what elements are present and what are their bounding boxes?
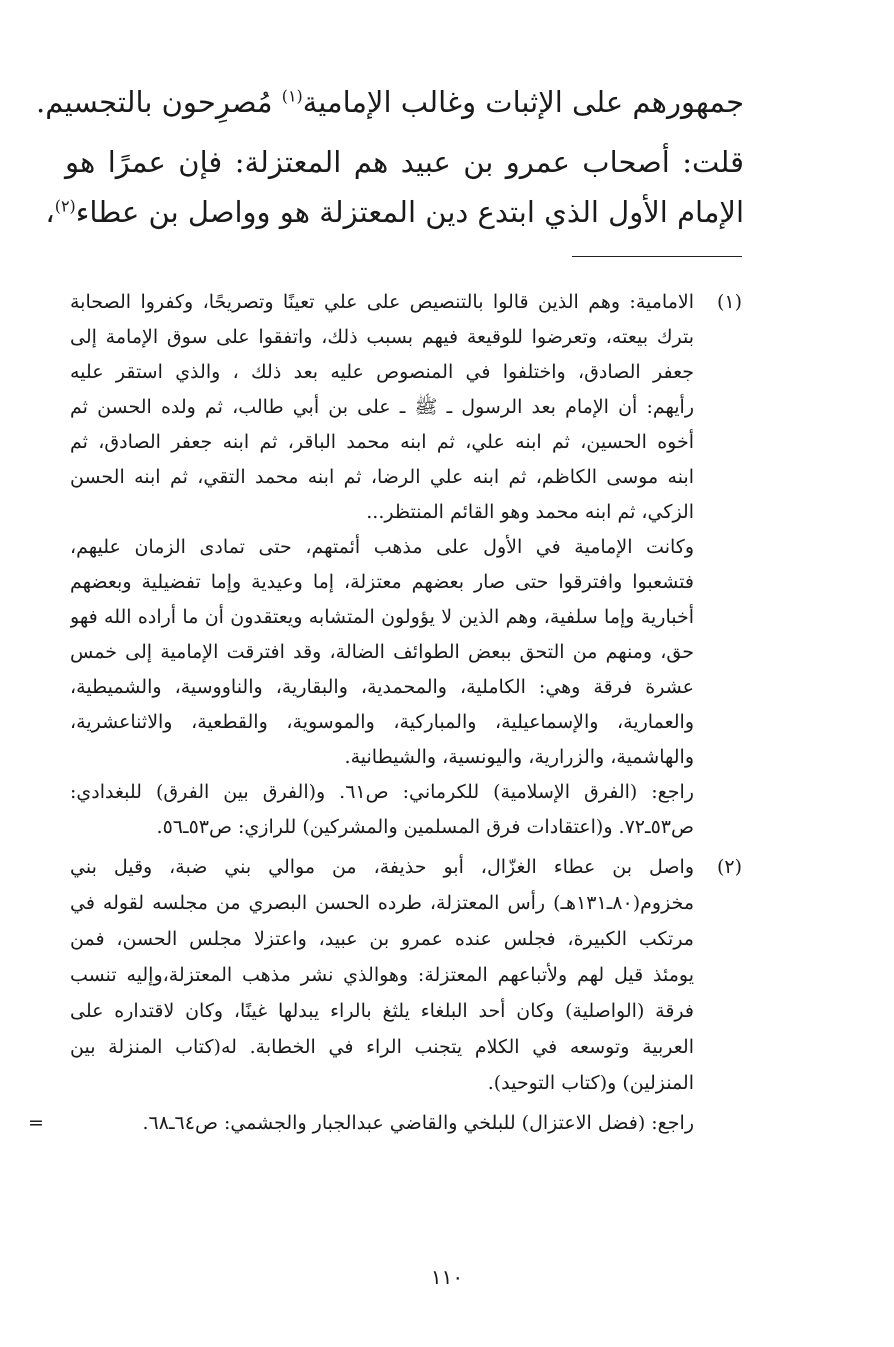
main-text-segment: مُصرِحون بالتجسيم. — [36, 85, 282, 119]
footnote-line: مرتكب الكبيرة، فجلس عنده عمرو بن عبيد، واعتزلا مجلس الحسن، فمن — [70, 928, 694, 950]
footnote-line: عشرة فرقة وهي: الكاملية، والمحمدية، والبقارية، والناووسية، والشميطية، — [70, 676, 694, 698]
footnote-line: رأيهم: أن الإمام بعد الرسول ـ ﷺ ـ على بن أبي طالب، ثم ولده الحسن ثم — [70, 396, 694, 418]
footnote-line: والعمارية، والإسماعيلية، والمباركية، والموسوية، والقطعية، والاثناعشرية، — [70, 711, 694, 733]
footnote-line: أخوه الحسين، ثم ابنه علي، ثم ابنه محمد الباقر، ثم ابنه جعفر الصادق، ثم — [70, 431, 694, 453]
main-text-segment: ، — [45, 195, 55, 229]
page-number: ١١٠ — [430, 1265, 464, 1289]
footnote-line: أخبارية وإما سلفية، وهم الذين لا يؤولون المتشابه ويعتقدون أن ما أراده الله فهو — [70, 606, 694, 628]
footnote-marker-2: (٢) — [716, 856, 742, 878]
footnote-reference-2[interactable]: (٢) — [54, 196, 76, 216]
main-text-line-1 — [36, 82, 744, 122]
footnote-line: بترك بيعته، وتعرضوا للوقيعة فيهم بسبب ذلك، واتفقوا على سوق الإمامة إلى — [70, 326, 694, 348]
main-text-segment: جمهورهم على الإثبات وغالب الإمامية — [302, 85, 744, 119]
footnote-line: فرقة (الواصلية) وكان أحد البلغاء يلثغ بالراء يبدلها غينًا، وكان لاقتداره على — [70, 1000, 694, 1022]
footnote-line: جعفر الصادق، واختلفوا في المنصوص عليه بعد ذلك ، والذي استقر عليه — [70, 361, 694, 383]
footnote-line: حق، ومنهم من التحق ببعض الطوائف الضالة، وقد افترقت الإمامية إلى خمس — [70, 641, 694, 663]
footnote-line: الزكي، ثم ابنه محمد وهو القائم المنتظر... — [366, 501, 694, 523]
footnote-reference-line: ص٥٣ـ٧٢. و(اعتقادات فرق المسلمين والمشركين) للرازي: ص٥٣ـ٥٦. — [156, 816, 694, 838]
footnote-line: والهاشمية، والزرارية، واليونسية، والشيطانية. — [344, 746, 694, 768]
footnote-line: المنزلين) و(كتاب التوحيد). — [487, 1072, 694, 1094]
footnote-reference-line: راجع: (فضل الاعتزال) للبلخي والقاضي عبدالجبار والجشمي: ص٦٤ـ٦٨. — [142, 1112, 694, 1134]
footnote-line: فتشعبوا وافترقوا حتى صار بعضهم معتزلة، إما وعيدية وإما تفضيلية وبعضهم — [70, 571, 694, 593]
footnote-line: العربية وتوسعه في الكلام يتجنب الراء في الخطابة. له(كتاب المنزلة بين — [70, 1036, 694, 1058]
main-text-segment: الإمام الأول الذي ابتدع دين المعتزلة هو وواصل بن عطاء — [75, 195, 744, 229]
footnote-line: واصل بن عطاء الغزّال، أبو حذيفة، من موالي بني ضبة، وقيل بني — [70, 856, 694, 878]
footnote-line: ابنه موسى الكاظم، ثم ابنه علي الرضا، ثم ابنه محمد التقي، ثم ابنه الحسن — [70, 466, 694, 488]
footnote-line: وكانت الإمامية في الأول على مذهب أئمتهم، حتى تمادى الزمان عليهم، — [70, 536, 694, 558]
footnote-reference-1[interactable]: (١) — [281, 86, 303, 106]
main-text-line-3 — [45, 192, 744, 232]
main-text-line-2: قلت: أصحاب عمرو بن عبيد هم المعتزلة: فإن عمرًا هو — [65, 145, 744, 179]
footnote-line: مخزوم(٨٠ـ١٣١هـ) رأس المعتزلة، طرده الحسن البصري من مجلسه لقوله في — [70, 892, 694, 914]
footnote-divider — [572, 256, 742, 257]
footnote-line: الامامية: وهم الذين قالوا بالتنصيص على علي تعينًا وتصريحًا، وكفروا الصحابة — [70, 291, 694, 313]
footnote-marker-1: (١) — [716, 291, 742, 313]
footnote-line: يومئذ قيل لهم ولأتباعهم المعتزلة: وهوالذي نشر مذهب المعتزلة،وإليه تنسب — [70, 964, 694, 986]
footnote-reference-line: راجع: (الفرق الإسلامية) للكرماني: ص٦١. و(الفرق بين الفرق) للبغدادي: — [70, 781, 694, 803]
continuation-mark: = — [28, 1112, 44, 1134]
